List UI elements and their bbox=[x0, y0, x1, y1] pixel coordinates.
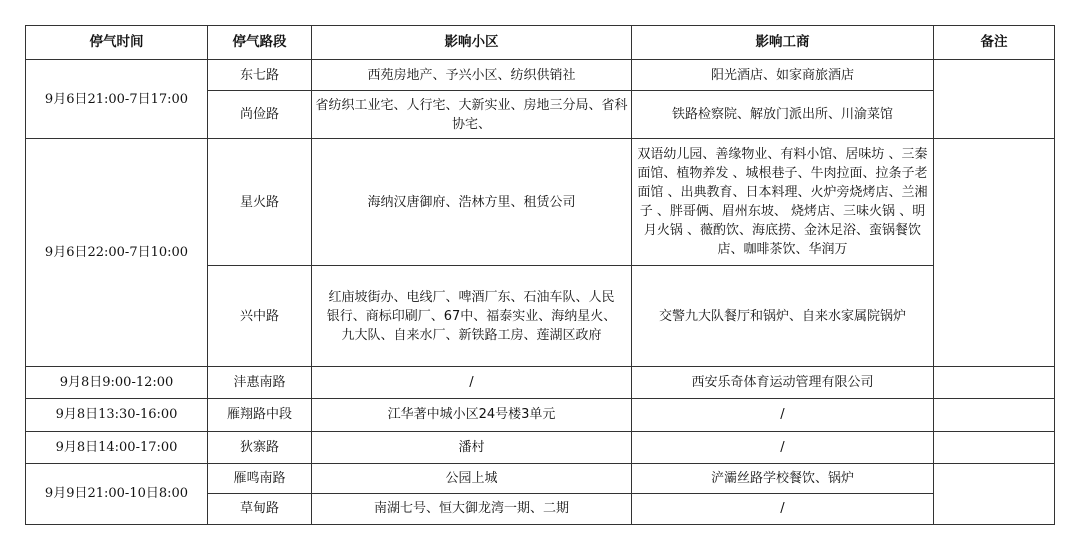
header-notes: 备注 bbox=[934, 26, 1055, 60]
outage-time-cell: 9月8日13:30-16:00 bbox=[26, 398, 208, 431]
communities-cell: 红庙坡街办、电线厂、啤酒厂东、石油车队、人民银行、商标印刷厂、67中、福泰实业、海纳星火、九大队、自来水厂、新铁路工房、莲湖区政府 bbox=[312, 266, 632, 366]
header-road-section: 停气路段 bbox=[208, 26, 312, 60]
businesses-cell: 浐灞丝路学校餐饮、锅炉 bbox=[632, 463, 934, 493]
notes-cell bbox=[934, 366, 1055, 398]
communities-cell: 潘村 bbox=[312, 431, 632, 463]
businesses-cell: 铁路检察院、解放门派出所、川渝菜馆 bbox=[632, 91, 934, 139]
outage-time-cell: 9月8日14:00-17:00 bbox=[26, 431, 208, 463]
notes-cell bbox=[934, 60, 1055, 139]
outage-time-cell: 9月6日22:00-7日10:00 bbox=[26, 139, 208, 366]
communities-cell: 海纳汉唐御府、浩林方里、租赁公司 bbox=[312, 139, 632, 266]
businesses-cell: / bbox=[632, 398, 934, 431]
road-cell: 沣惠南路 bbox=[208, 366, 312, 398]
notes-cell bbox=[934, 463, 1055, 524]
communities-cell: 省纺织工业宅、人行宅、大新实业、房地三分局、省科协宅、 bbox=[312, 91, 632, 139]
header-affected-businesses: 影响工商 bbox=[632, 26, 934, 60]
outage-time-cell: 9月9日21:00-10日8:00 bbox=[26, 463, 208, 524]
communities-cell: 公园上城 bbox=[312, 463, 632, 493]
table-row bbox=[26, 398, 1055, 431]
header-outage-time: 停气时间 bbox=[26, 26, 208, 60]
communities-cell: 江华著中城小区24号楼3单元 bbox=[312, 398, 632, 431]
road-cell: 东七路 bbox=[208, 60, 312, 91]
communities-cell: / bbox=[312, 366, 632, 398]
outage-time-cell: 9月6日21:00-7日17:00 bbox=[26, 60, 208, 139]
notes-cell bbox=[934, 431, 1055, 463]
header-row bbox=[26, 26, 1055, 60]
road-cell: 尚俭路 bbox=[208, 91, 312, 139]
businesses-cell: 双语幼儿园、善缘物业、有料小馆、居味坊 、三秦面馆、植物养发 、城根巷子、牛肉拉面、拉条子老面馆 、出典教育、日本料理、火炉旁烧烤店、兰湘子 、胖哥俩、眉州东坡、 烧烤店、三味火锅 、明月火锅 、薇酌饮、海底捞、金沐足浴、蛮锅餐饮店、咖啡茶饮、华润万 bbox=[632, 139, 934, 266]
businesses-cell: / bbox=[632, 431, 934, 463]
businesses-cell: 阳光酒店、如家商旅酒店 bbox=[632, 60, 934, 91]
road-cell: 雁翔路中段 bbox=[208, 398, 312, 431]
road-cell: 狄寨路 bbox=[208, 431, 312, 463]
road-cell: 星火路 bbox=[208, 139, 312, 266]
gas-outage-table bbox=[25, 25, 1055, 525]
road-cell: 雁鸣南路 bbox=[208, 463, 312, 493]
table-row bbox=[26, 366, 1055, 398]
road-cell: 兴中路 bbox=[208, 266, 312, 366]
businesses-cell: 西安乐奇体育运动管理有限公司 bbox=[632, 366, 934, 398]
header-affected-communities: 影响小区 bbox=[312, 26, 632, 60]
table-row bbox=[26, 431, 1055, 463]
road-cell: 草甸路 bbox=[208, 493, 312, 524]
outage-time-cell: 9月8日9:00-12:00 bbox=[26, 366, 208, 398]
businesses-cell: / bbox=[632, 493, 934, 524]
communities-cell: 西苑房地产、予兴小区、纺织供销社 bbox=[312, 60, 632, 91]
communities-cell: 南湖七号、恒大御龙湾一期、二期 bbox=[312, 493, 632, 524]
notes-cell bbox=[934, 398, 1055, 431]
notes-cell bbox=[934, 139, 1055, 366]
table-row bbox=[26, 139, 1055, 266]
table-row bbox=[26, 463, 1055, 493]
businesses-cell: 交警九大队餐厅和锅炉、自来水家属院锅炉 bbox=[632, 266, 934, 366]
table-row bbox=[26, 60, 1055, 91]
